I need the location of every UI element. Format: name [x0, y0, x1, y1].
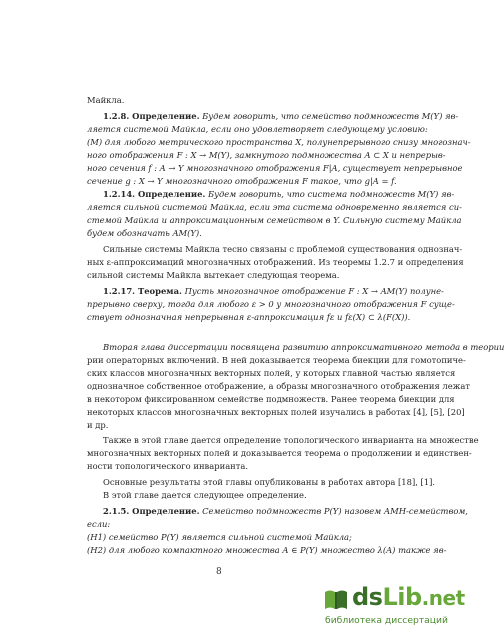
- text-line: (M) для любого метрического пространства X, полунепрерывного снизу многознач-: [87, 137, 471, 147]
- text-line: прерывно сверху, тогда для любого ε > 0 у многозначного отображения F суще-: [87, 299, 455, 309]
- text-line: ных ε-аппроксимаций многозначных отображений. Из теоремы 1.2.7 и определения: [87, 257, 464, 267]
- text-line: ного сечения f : A → Y многозначного отображения F|A, существует непрерывное: [87, 163, 463, 173]
- text-line: рии операторных включений. В ней доказывается теорема биекции для гомотопиче-: [87, 355, 466, 365]
- text-line: однозначное собственное отображение, а образы многозначного отображения лежат: [87, 381, 471, 391]
- text-line: ляется системой Майкла, если оно удовлетворяет следующему условию:: [87, 124, 428, 134]
- dslib-watermark: [318, 583, 465, 631]
- definition-1-2-8: 1.2.8. Определение. Будем говорить, что семейство подмножеств M(Y) яв-: [103, 111, 459, 121]
- text-line: будем обозначать AM(Y).: [87, 228, 202, 238]
- theorem-heading: 1.2.17. Теорема.: [103, 286, 182, 296]
- text-line: (H1) семейство P(Y) является сильной системой Майкла;: [87, 532, 352, 542]
- definition-heading: 2.1.5. Определение.: [103, 506, 200, 516]
- text-line: если:: [87, 519, 111, 529]
- definition-1-2-14: 1.2.14. Определение. Будем говорить, что система подмножеств M(Y) яв-: [103, 189, 455, 199]
- book-icon: [323, 587, 349, 611]
- watermark-tagline: библиотека диссертаций: [325, 615, 448, 626]
- dslib-logo: dsLib.net: [352, 583, 465, 611]
- definition-heading: 1.2.8. Определение.: [103, 111, 200, 121]
- text-line: Вторая глава диссертации посвящена развитию аппроксимативного метода в теории: [103, 342, 504, 352]
- text-line: ствует однозначная непрерывная ε-аппроксимация fε и fε(X) ⊂ λ(F(X)).: [87, 312, 411, 322]
- theorem-1-2-17: 1.2.17. Теорема. Пусть многозначное отображение F : X → AM(Y) полуне-: [103, 286, 444, 296]
- text-line: сильной системы Майкла вытекает следующая теорема.: [87, 270, 340, 280]
- text-line: В этой главе дается следующее определение.: [103, 490, 307, 500]
- text-line: Основные результаты этой главы опубликованы в работах автора [18], [1].: [103, 477, 436, 487]
- text-line: ляется сильной системой Майкла, если эта система одновременно является си-: [87, 202, 462, 212]
- text-line: Также в этой главе дается определение топологического инварианта на множестве: [103, 435, 479, 445]
- text-line: ских классов многозначных векторных полей, у которых главной частью является: [87, 368, 456, 378]
- text-line: ности топологического инварианта.: [87, 461, 249, 471]
- text-line: (H2) для любого компактного множества A ∈ P(Y) множество λ(A) также яв-: [87, 545, 447, 555]
- text-line: Майкла.: [87, 95, 125, 105]
- text-line: и др.: [87, 420, 109, 430]
- text-line: Сильные системы Майкла тесно связаны с проблемой существования однознач-: [103, 244, 463, 254]
- text-line: стемой Майкла и аппроксимационным семейством в Y. Сильную систему Майкла: [87, 215, 462, 225]
- text-line: сечение g : X → Y многозначного отображения F такое, что g|A = f.: [87, 176, 397, 186]
- text-line: в некотором фиксированном семействе подмножеств. Ранее теорема биекции для: [87, 394, 455, 404]
- text-line: многозначных векторных полей и доказывается теорема о продолжении и единствен-: [87, 448, 472, 458]
- definition-heading: 1.2.14. Определение.: [103, 189, 206, 199]
- text-line: некоторых классов многозначных векторных полей изучались в работах [4], [5], [20]: [87, 407, 465, 417]
- text-line: ного отображения F : X → M(Y), замкнутого подмножества A ⊂ X и непрерыв-: [87, 150, 446, 160]
- definition-2-1-5: 2.1.5. Определение. Семейство подмножеств P(Y) назовем АМН-семейством,: [103, 506, 468, 516]
- page-number: 8: [216, 567, 222, 577]
